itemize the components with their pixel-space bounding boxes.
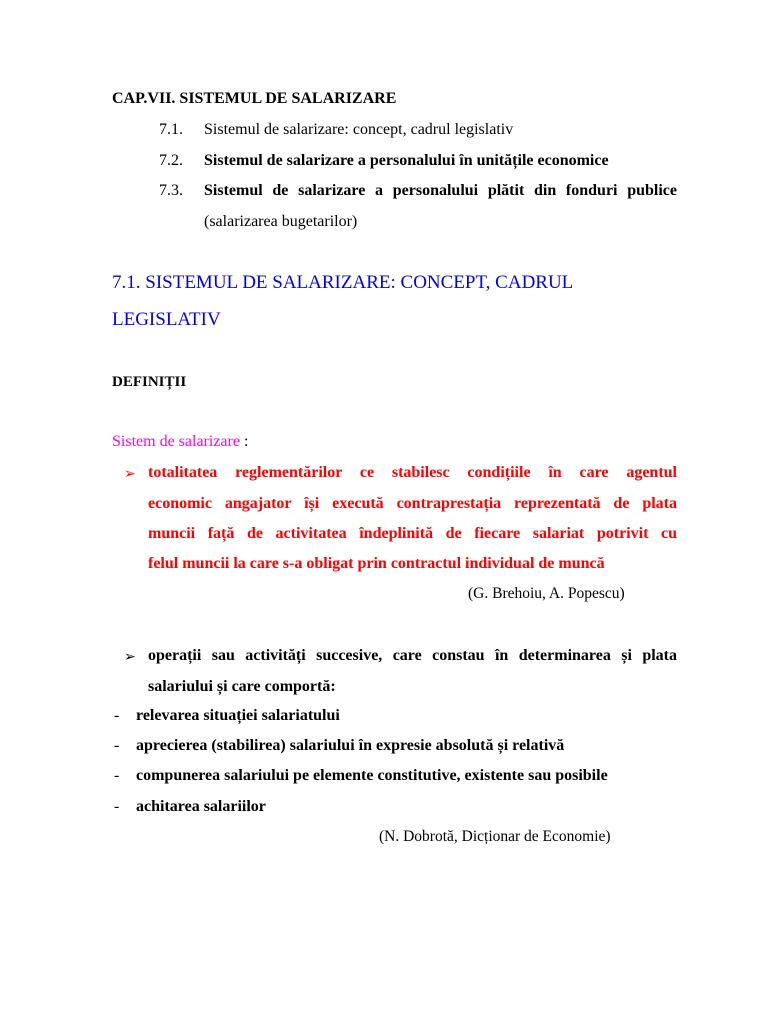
toc-item-number: 7.1. <box>159 121 183 138</box>
toc-item-label: Sistemul de salarizare a personalului în unitățile economice <box>204 152 609 169</box>
toc-item-label: Sistemul de salarizare a personalului plătit din fonduri publice <box>204 182 677 199</box>
definition2-line: operații sau activități succesive, care constau în determinarea și plata <box>148 647 677 664</box>
chapter-title: CAP.VII. SISTEMUL DE SALARIZARE <box>112 90 397 107</box>
toc-item-number: 7.2. <box>159 152 183 169</box>
definition1-source: (G. Brehoiu, A. Popescu) <box>468 585 625 602</box>
list-dash: - <box>114 798 120 815</box>
term: Sistem de salarizare <box>112 433 240 450</box>
definition2-line: salariului și care comportă: <box>148 678 336 695</box>
section-heading-line1: 7.1. SISTEMUL DE SALARIZARE: CONCEPT, CADRUL <box>112 272 574 293</box>
toc-item-number: 7.3. <box>159 182 183 199</box>
arrow-bullet-icon: ➢ <box>124 466 136 482</box>
definition2-source: (N. Dobrotă, Dicționar de Economie) <box>379 828 611 845</box>
list-item: aprecierea (stabilirea) salariului în expresie absolută și relativă <box>136 737 565 754</box>
toc-item-label-continued: (salarizarea bugetarilor) <box>204 213 358 230</box>
section-heading-line2: LEGISLATIV <box>112 309 221 330</box>
term-colon: : <box>243 433 249 450</box>
subheading-definitions: DEFINIȚII <box>112 374 187 390</box>
list-item: achitarea salariilor <box>136 798 266 815</box>
list-item: relevarea situației salariatului <box>136 707 340 724</box>
arrow-bullet-icon: ➢ <box>124 649 136 665</box>
term-line <box>112 433 248 451</box>
definition1-line: economic angajator își execută contraprestația reprezentată de plata <box>148 495 677 512</box>
list-dash: - <box>114 767 120 784</box>
definition1-line: muncii față de activitatea îndeplinită de fiecare salariat potrivit cu <box>148 525 677 542</box>
definition1-line: felul muncii la care s-a obligat prin contractul individual de muncă <box>148 555 605 572</box>
list-item: compunerea salariului pe elemente constitutive, existente sau posibile <box>136 767 608 784</box>
list-dash: - <box>114 707 120 724</box>
definition1-line: totalitatea reglementărilor ce stabilesc condițiile în care agentul <box>148 464 677 481</box>
list-dash: - <box>114 737 120 754</box>
toc-item-label: Sistemul de salarizare: concept, cadrul legislativ <box>204 121 514 138</box>
